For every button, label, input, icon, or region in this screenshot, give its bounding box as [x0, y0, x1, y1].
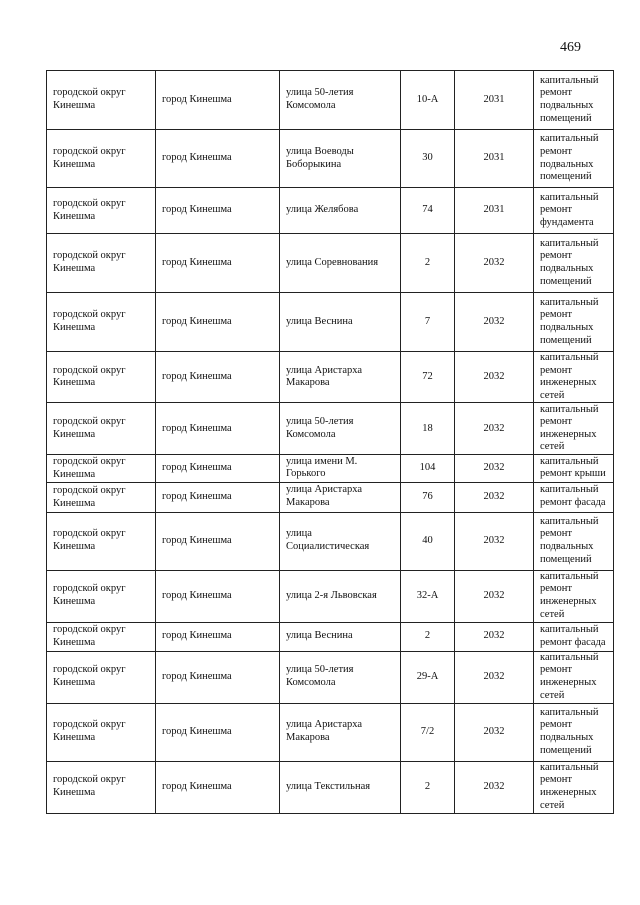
house-cell: 10-А [401, 71, 455, 130]
city-cell: город Кинешма [156, 761, 280, 813]
city-cell: город Кинешма [156, 403, 280, 455]
city-cell: город Кинешма [156, 482, 280, 512]
table-row [47, 651, 614, 703]
work-type-cell: капитальный ремонт инженерных сетей [534, 352, 614, 403]
street-cell: улица 2-я Львовская [280, 570, 401, 622]
house-cell: 2 [401, 761, 455, 813]
district-cell: городской округ Кинешма [47, 703, 156, 761]
work-type-cell: капитальный ремонт фасада [534, 622, 614, 651]
table-row [47, 188, 614, 234]
district-cell: городской округ Кинешма [47, 622, 156, 651]
house-cell: 76 [401, 482, 455, 512]
city-cell: город Кинешма [156, 570, 280, 622]
year-cell: 2032 [455, 570, 534, 622]
work-type-cell: капитальный ремонт подвальных помещений [534, 71, 614, 130]
page-number: 469 [560, 40, 581, 55]
house-cell: 29-А [401, 651, 455, 703]
district-cell: городской округ Кинешма [47, 71, 156, 130]
city-cell: город Кинешма [156, 651, 280, 703]
work-type-cell: капитальный ремонт фундамента [534, 188, 614, 234]
street-cell: улица Веснина [280, 622, 401, 651]
year-cell: 2032 [455, 403, 534, 455]
house-cell: 32-А [401, 570, 455, 622]
street-cell: улица Соревнования [280, 234, 401, 293]
street-cell: улица Аристарха Макарова [280, 703, 401, 761]
district-cell: городской округ Кинешма [47, 293, 156, 352]
street-cell: улица Аристарха Макарова [280, 352, 401, 403]
city-cell: город Кинешма [156, 234, 280, 293]
house-cell: 18 [401, 403, 455, 455]
district-cell: городской округ Кинешма [47, 234, 156, 293]
year-cell: 2032 [455, 352, 534, 403]
city-cell: город Кинешма [156, 512, 280, 570]
year-cell: 2032 [455, 512, 534, 570]
table-row [47, 234, 614, 293]
street-cell: улица Желябова [280, 188, 401, 234]
table-row [47, 622, 614, 651]
street-cell: улица Воеводы Боборыкина [280, 130, 401, 188]
city-cell: город Кинешма [156, 293, 280, 352]
district-cell: городской округ Кинешма [47, 651, 156, 703]
table-row [47, 482, 614, 512]
work-type-cell: капитальный ремонт подвальных помещений [534, 293, 614, 352]
street-cell: улица Текстильная [280, 761, 401, 813]
year-cell: 2032 [455, 482, 534, 512]
year-cell: 2032 [455, 455, 534, 482]
year-cell: 2032 [455, 703, 534, 761]
table-row [47, 352, 614, 403]
year-cell: 2032 [455, 761, 534, 813]
street-cell: улица 50-летия Комсомола [280, 71, 401, 130]
house-cell: 2 [401, 234, 455, 293]
work-type-cell: капитальный ремонт инженерных сетей [534, 651, 614, 703]
district-cell: городской округ Кинешма [47, 482, 156, 512]
street-cell: улица Веснина [280, 293, 401, 352]
house-cell: 7/2 [401, 703, 455, 761]
house-cell: 72 [401, 352, 455, 403]
table-row [47, 512, 614, 570]
street-cell: улица Социалистическая [280, 512, 401, 570]
district-cell: городской округ Кинешма [47, 130, 156, 188]
house-cell: 2 [401, 622, 455, 651]
work-type-cell: капитальный ремонт фасада [534, 482, 614, 512]
city-cell: город Кинешма [156, 71, 280, 130]
work-type-cell: капитальный ремонт инженерных сетей [534, 761, 614, 813]
table-row [47, 703, 614, 761]
work-type-cell: капитальный ремонт подвальных помещений [534, 703, 614, 761]
house-cell: 30 [401, 130, 455, 188]
city-cell: город Кинешма [156, 622, 280, 651]
work-type-cell: капитальный ремонт крыши [534, 455, 614, 482]
city-cell: город Кинешма [156, 352, 280, 403]
table-body [47, 71, 614, 814]
year-cell: 2032 [455, 622, 534, 651]
table-row [47, 403, 614, 455]
work-type-cell: капитальный ремонт подвальных помещений [534, 512, 614, 570]
table-row [47, 570, 614, 622]
district-cell: городской округ Кинешма [47, 512, 156, 570]
street-cell: улица 50-летия Комсомола [280, 403, 401, 455]
house-cell: 7 [401, 293, 455, 352]
table-row [47, 761, 614, 813]
district-cell: городской округ Кинешма [47, 570, 156, 622]
street-cell: улица имени М. Горького [280, 455, 401, 482]
district-cell: городской округ Кинешма [47, 188, 156, 234]
work-type-cell: капитальный ремонт инженерных сетей [534, 570, 614, 622]
work-type-cell: капитальный ремонт подвальных помещений [534, 234, 614, 293]
table-row [47, 455, 614, 482]
work-type-cell: капитальный ремонт подвальных помещений [534, 130, 614, 188]
work-type-cell: капитальный ремонт инженерных сетей [534, 403, 614, 455]
table-row [47, 293, 614, 352]
year-cell: 2032 [455, 651, 534, 703]
house-cell: 104 [401, 455, 455, 482]
year-cell: 2031 [455, 188, 534, 234]
city-cell: город Кинешма [156, 188, 280, 234]
house-cell: 40 [401, 512, 455, 570]
district-cell: городской округ Кинешма [47, 455, 156, 482]
table-row [47, 71, 614, 130]
repair-schedule-table [46, 70, 614, 814]
city-cell: город Кинешма [156, 703, 280, 761]
year-cell: 2031 [455, 71, 534, 130]
district-cell: городской округ Кинешма [47, 761, 156, 813]
year-cell: 2032 [455, 293, 534, 352]
street-cell: улица Аристарха Макарова [280, 482, 401, 512]
year-cell: 2031 [455, 130, 534, 188]
city-cell: город Кинешма [156, 130, 280, 188]
district-cell: городской округ Кинешма [47, 403, 156, 455]
street-cell: улица 50-летия Комсомола [280, 651, 401, 703]
city-cell: город Кинешма [156, 455, 280, 482]
district-cell: городской округ Кинешма [47, 352, 156, 403]
table-row [47, 130, 614, 188]
house-cell: 74 [401, 188, 455, 234]
year-cell: 2032 [455, 234, 534, 293]
